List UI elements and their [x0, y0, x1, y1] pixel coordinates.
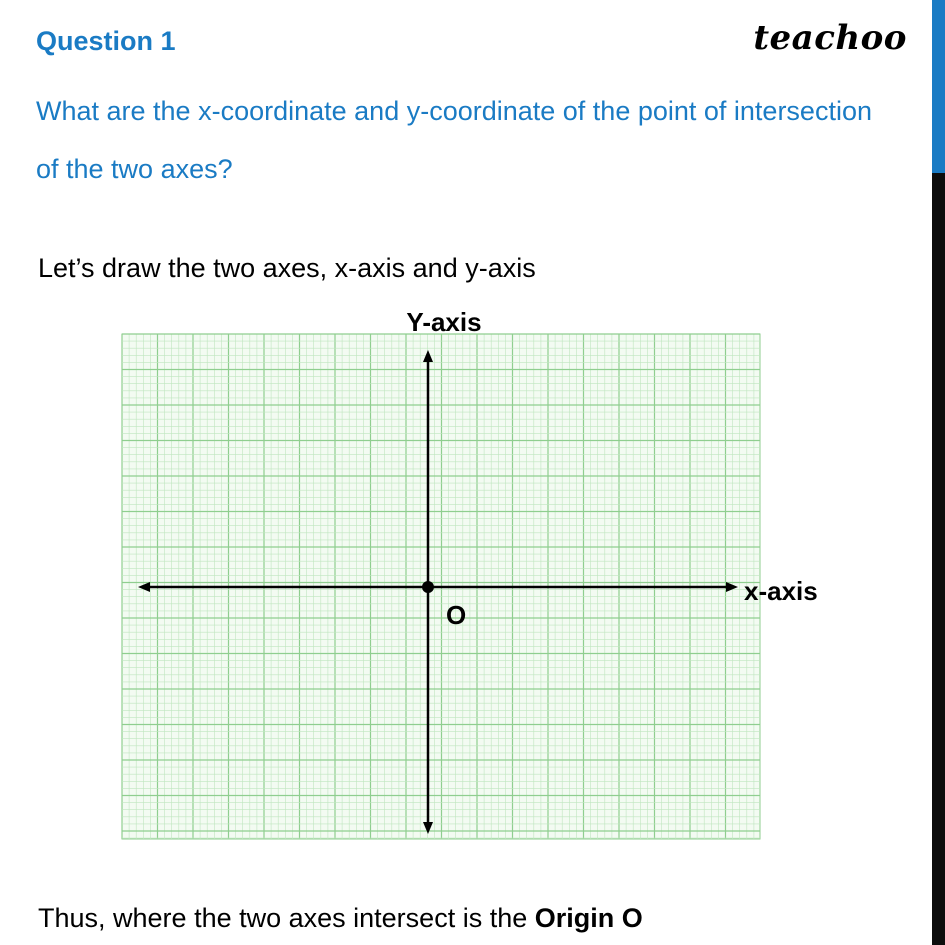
- y-axis-label: Y-axis: [406, 307, 482, 337]
- origin-label: O: [446, 600, 467, 630]
- right-edge-accent: [932, 0, 945, 173]
- conclusion-prefix: Thus, where the two axes intersect is the: [38, 903, 535, 933]
- teachoo-logo: teachoo: [753, 18, 907, 58]
- conclusion-text: [38, 903, 643, 934]
- origin-point: [422, 581, 434, 593]
- question-title: Question 1: [36, 26, 176, 56]
- intro-text: Let’s draw the two axes, x-axis and y-axis: [38, 253, 536, 283]
- question-text: What are the x-coordinate and y-coordinate of the point of intersection of the two axes?: [36, 96, 872, 184]
- conclusion-bold: Origin O: [534, 903, 643, 933]
- x-axis-label: x-axis: [744, 576, 818, 606]
